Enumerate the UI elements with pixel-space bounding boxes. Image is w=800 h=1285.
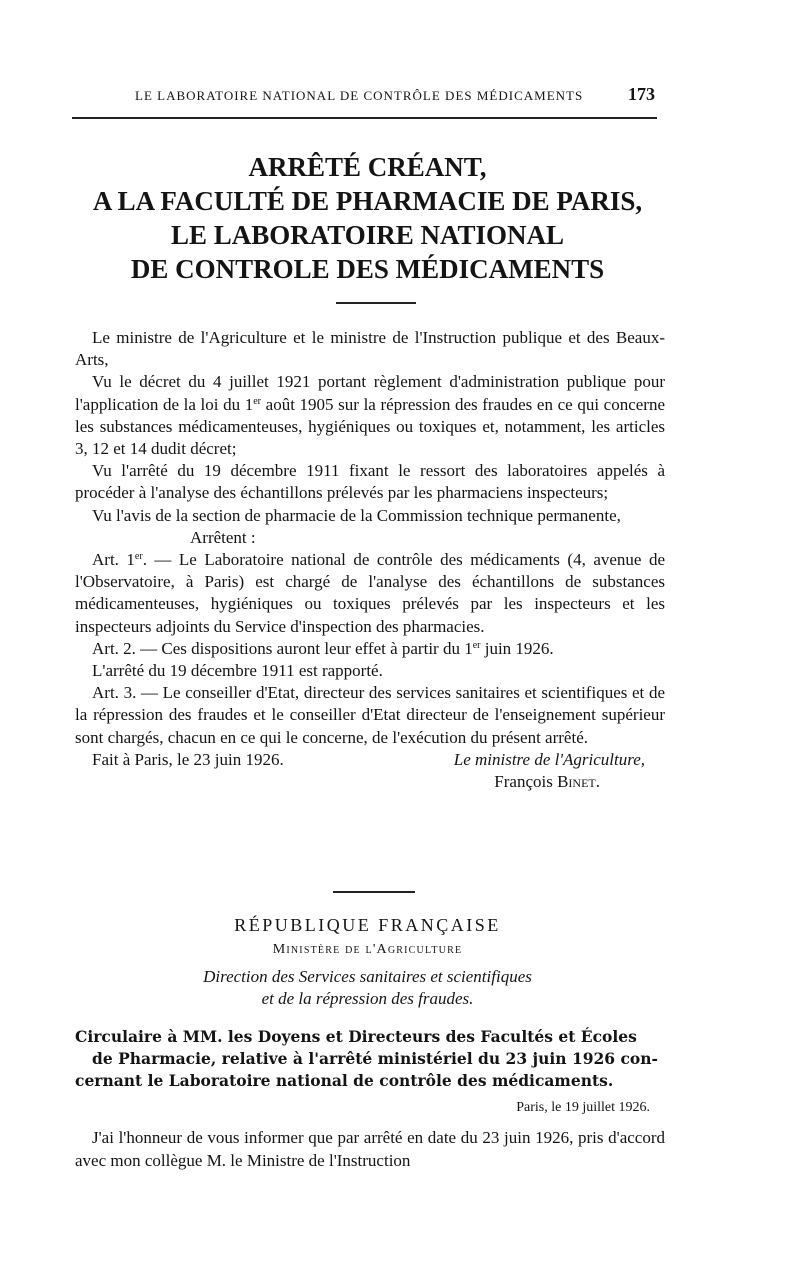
title-divider (336, 302, 416, 304)
letter-body: J'ai l'honneur de vous informer que par arrêté en date du 23 juin 1926, pris d'accord avec mon collègue M. le Ministre de l'Instruction (75, 1128, 665, 1170)
republique-heading: RÉPUBLIQUE FRANÇAISE (234, 915, 501, 935)
article-1: Art. 1er. — Le Laboratoire national de contrôle des médicaments (4, avenue de l'Observatoire, à Paris) est chargé de l'analyse des échantillons de substances médicamenteuses, hygiéniques ou toxiques prélevés par les inspecteurs et les inspecteurs adjoints du Service d'inspection des pharmacies. (75, 550, 665, 636)
circulaire-heading: Circulaire à MM. les Doyens et Directeurs des Facultés et Écoles de Pharmacie, relative à l'arrêté ministériel du 23 juin 1926 con- cernant le Laboratoire national de contrôle des médicaments. (75, 1027, 658, 1090)
article-2: Art. 2. — Ces dispositions auront leur effet à partir du 1er juin 1926. (92, 638, 554, 658)
signature-name: François Binet. (494, 771, 600, 791)
decree-paragraph: Vu le décret du 4 juillet 1921 portant règlement d'administration publique pour l'application de la loi du 1er août 1905 sur la répression des fraudes en ce qui concerne les substances médicamenteuses, hygiéniques ou toxiques et, notamment, les articles 3, 12 et 14 dudit décret; (75, 372, 666, 459)
date-place: Fait à Paris, le 23 juin 1926. (92, 749, 284, 769)
page-number: 173 (628, 84, 655, 104)
document-title (70, 150, 665, 286)
ministry-heading: Ministère de l'Agriculture (272, 942, 463, 957)
arrete-1911-paragraph: Vu l'arrêté du 19 décembre 1911 fixant le ressort des laboratoires appelés à procéder à l'analyse des échantillons prélevés par les pharmaciens inspecteurs; (75, 461, 665, 503)
title-line-3: LE LABORATOIRE NATIONAL (170, 220, 565, 250)
arretent-heading: Arrêtent : (190, 527, 256, 547)
abrogation-line: L'arrêté du 19 décembre 1911 est rapporté. (92, 661, 383, 681)
direction-heading: Direction des Services sanitaires et scientifiques et de la répression des fraudes. (203, 967, 532, 1008)
title-line-1: ARRÊTÉ CRÉANT, (248, 152, 487, 182)
signature-title: Le ministre de l'Agriculture, (453, 749, 645, 769)
running-title: LE LABORATOIRE NATIONAL DE CONTRÔLE DES MÉDICAMENTS (135, 88, 584, 103)
commission-paragraph: Vu l'avis de la section de pharmacie de la Commission technique permanente, (92, 505, 621, 525)
header-rule (72, 117, 657, 119)
title-line-4: DE CONTROLE DES MÉDICAMENTS (130, 254, 605, 284)
signature-line (75, 749, 665, 771)
letter-date: Paris, le 19 juillet 1926. (516, 1100, 650, 1115)
section-divider (333, 891, 415, 893)
article-3: Art. 3. — Le conseiller d'Etat, directeur des services sanitaires et scientifiques et de la répression des fraudes et le conseiller d'Etat directeur de l'enseignement supérieur sont chargés, chacun en ce qui le concerne, de l'exécution du présent arrêté. (75, 683, 665, 747)
title-line-2: A LA FACULTÉ DE PHARMACIE DE PARIS, (92, 186, 643, 216)
arrete-body (75, 327, 665, 793)
preamble-paragraph: Le ministre de l'Agriculture et le ministre de l'Instruction publique et des Beaux-Arts, (75, 328, 665, 370)
